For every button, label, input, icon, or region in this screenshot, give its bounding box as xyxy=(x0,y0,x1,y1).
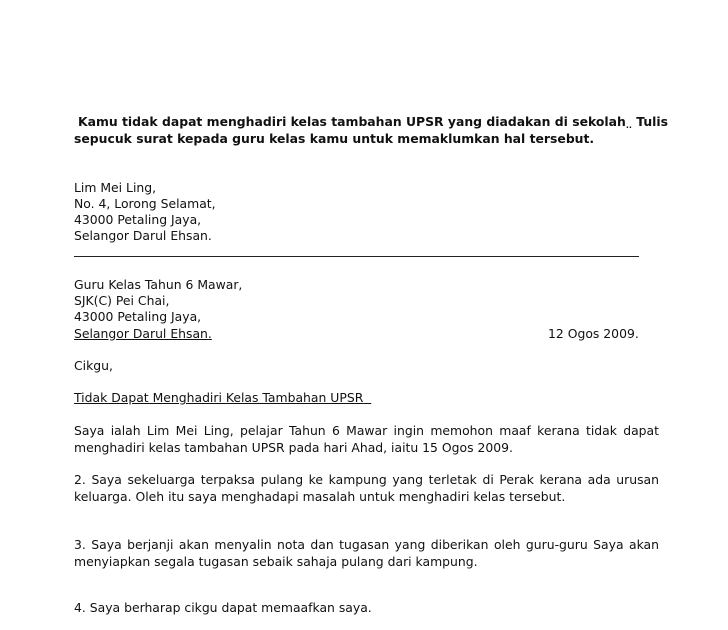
sender-street: No. 4, Lorong Selamat, xyxy=(74,196,216,211)
paragraph-1 xyxy=(74,422,659,456)
question-line-2: sepucuk surat kepada guru kelas kamu untuk memaklumkan hal tersebut. xyxy=(74,131,595,146)
recipient-city: 43000 Petaling Jaya, xyxy=(74,309,202,324)
paragraph-2 xyxy=(74,471,659,505)
letter-subject xyxy=(74,390,371,406)
paragraph-3-line-2: menyiapkan segala tugasan sebaik sahaja pulang dari kampung. xyxy=(74,554,478,569)
recipient-title: Guru Kelas Tahun 6 Mawar, xyxy=(74,277,243,292)
paragraph-3 xyxy=(74,536,659,570)
recipient-state: Selangor Darul Ehsan. xyxy=(74,326,212,341)
paragraph-4: 4. Saya berharap cikgu dapat memaafkan saya. xyxy=(74,600,372,615)
sender-city: 43000 Petaling Jaya, xyxy=(74,212,202,227)
recipient-school: SJK(C) Pei Chai, xyxy=(74,293,170,308)
letter-subject-text: Tidak Dapat Menghadiri Kelas Tambahan UPSR xyxy=(74,390,364,405)
paragraph-2-line-2: keluarga. Oleh itu saya menghadapi masalah untuk menghadiri kelas tersebut. xyxy=(74,489,566,504)
divider-line xyxy=(74,256,639,257)
question-text-b: Tulis xyxy=(631,114,669,129)
greeting: Cikgu, xyxy=(74,358,113,373)
question-line-1 xyxy=(74,114,669,130)
letter-date: 12 Ogos 2009. xyxy=(548,326,639,341)
paragraph-3-line-1: 3. Saya berjanji akan menyalin nota dan tugasan yang diberikan oleh guru-guru Saya akan xyxy=(74,537,659,552)
sender-name: Lim Mei Ling, xyxy=(74,180,157,195)
paragraph-2-line-1: 2. Saya sekeluarga terpaksa pulang ke kampung yang terletak di Perak kerana ada urusan xyxy=(74,472,659,487)
question-text-a: Kamu tidak dapat menghadiri kelas tambahan UPSR yang diadakan di sekolah xyxy=(78,114,626,129)
paragraph-1-line-1: Saya ialah Lim Mei Ling, pelajar Tahun 6 Mawar ingin memohon maaf kerana tidak dapat xyxy=(74,423,659,438)
sender-state: Selangor Darul Ehsan. xyxy=(74,228,212,243)
paragraph-1-line-2: menghadiri kelas tambahan UPSR pada hari Ahad, iaitu 15 Ogos 2009. xyxy=(74,440,513,455)
question-mark: .. xyxy=(625,121,632,130)
